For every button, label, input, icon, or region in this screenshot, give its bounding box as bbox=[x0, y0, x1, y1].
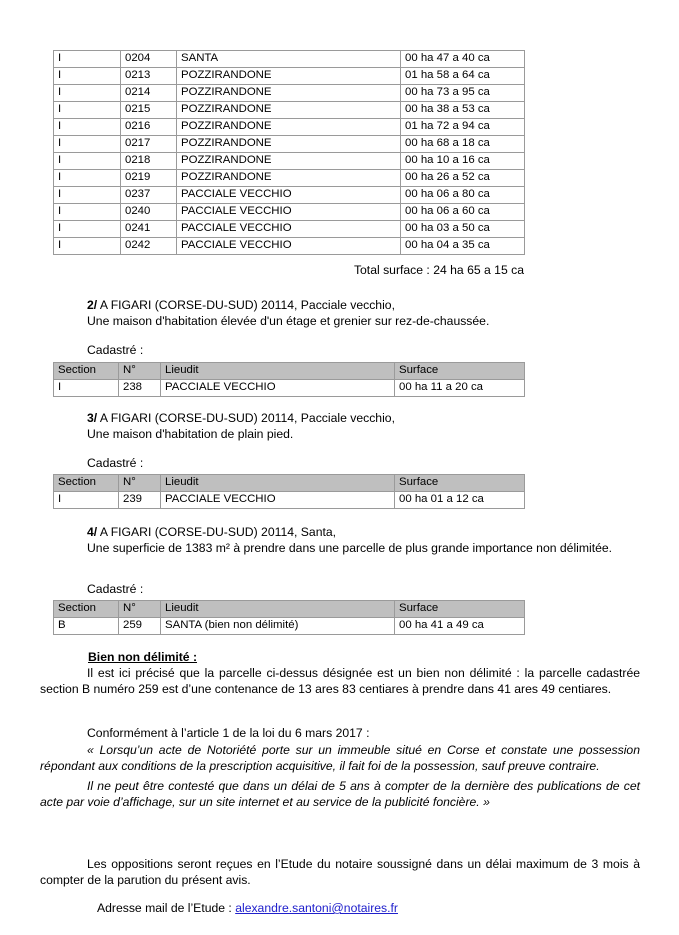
cell-surface: 00 ha 01 a 12 ca bbox=[395, 492, 525, 509]
section-2-location: A FIGARI (CORSE-DU-SUD) 20114, Pacciale vecchio, bbox=[97, 298, 395, 312]
cell-lieudit: PACCIALE VECCHIO bbox=[177, 204, 401, 221]
section-3-heading bbox=[40, 411, 640, 442]
cell-number: 0219 bbox=[121, 170, 177, 187]
col-header-lieudit: Lieudit bbox=[161, 475, 395, 492]
section-4-description: Une superficie de 1383 m² à prendre dans une parcelle de plus grande importance non délimitée. bbox=[87, 540, 613, 555]
contact-email-link[interactable]: alexandre.santoni@notaires.fr bbox=[235, 901, 398, 915]
cell-lieudit: PACCIALE VECCHIO bbox=[177, 238, 401, 255]
col-header-section: Section bbox=[54, 601, 119, 618]
cell-surface: 00 ha 26 a 52 ca bbox=[401, 170, 525, 187]
table-row bbox=[54, 51, 525, 68]
section-4-cadastre-label: Cadastré : bbox=[87, 582, 144, 596]
bien-non-delimite-paragraph: Il est ici précisé que la parcelle ci-dessus désignée est un bien non délimité : la parcelle cadastrée section B numéro 259 est d’une contenance de 13 ares 83 centiares à prendre dans 41 ares 49 centiares. bbox=[40, 666, 640, 696]
cell-section: I bbox=[54, 204, 121, 221]
section-4-table bbox=[53, 600, 525, 635]
loi-quote-paragraph-1: « Lorsqu’un acte de Notoriété porte sur un immeuble situé en Corse et constate une possession répondant aux conditions de la prescription acquisitive, il fait foi de la possession, sauf preuve contraire. bbox=[40, 743, 640, 773]
cell-number: 0240 bbox=[121, 204, 177, 221]
section-3-table-head bbox=[54, 475, 525, 492]
cell-lieudit: POZZIRANDONE bbox=[177, 85, 401, 102]
section-2-table bbox=[53, 362, 525, 397]
table-row bbox=[54, 170, 525, 187]
cell-surface: 00 ha 06 a 60 ca bbox=[401, 204, 525, 221]
cell-lieudit: PACCIALE VECCHIO bbox=[161, 492, 395, 509]
section-2-cadastre-label: Cadastré : bbox=[87, 343, 144, 357]
cell-section: I bbox=[54, 492, 119, 509]
cell-lieudit: POZZIRANDONE bbox=[177, 68, 401, 85]
cell-surface: 00 ha 10 a 16 ca bbox=[401, 153, 525, 170]
bien-non-delimite-title: Bien non délimité : bbox=[88, 650, 198, 664]
section-4-location: A FIGARI (CORSE-DU-SUD) 20114, Santa, bbox=[97, 525, 337, 539]
section-2-number: 2/ bbox=[87, 298, 98, 312]
cell-surface: 00 ha 68 a 18 ca bbox=[401, 136, 525, 153]
section-4-number: 4/ bbox=[87, 525, 98, 539]
cell-surface: 01 ha 72 a 94 ca bbox=[401, 119, 525, 136]
cell-surface: 00 ha 06 a 80 ca bbox=[401, 187, 525, 204]
total-surface-line: Total surface : 24 ha 65 a 15 ca bbox=[353, 263, 524, 277]
table-header-row bbox=[54, 363, 525, 380]
cell-section: I bbox=[54, 380, 119, 397]
section-4-heading bbox=[40, 525, 640, 556]
cell-number: 0242 bbox=[121, 238, 177, 255]
col-header-lieudit: Lieudit bbox=[161, 363, 395, 380]
col-header-lieudit: Lieudit bbox=[161, 601, 395, 618]
section-2-description: Une maison d'habitation élevée d'un étage et grenier sur rez-de-chaussée. bbox=[87, 313, 490, 328]
section-4-table-body bbox=[54, 618, 525, 635]
cell-number: 238 bbox=[119, 380, 161, 397]
contact-mail-line bbox=[40, 901, 640, 917]
section-3-title-line bbox=[40, 411, 640, 427]
cell-section: I bbox=[54, 238, 121, 255]
section-3-description: Une maison d'habitation de plain pied. bbox=[87, 426, 294, 441]
loi-intro: Conformément à l’article 1 de la loi du 6 mars 2017 : bbox=[87, 726, 370, 740]
col-header-surface: Surface bbox=[395, 601, 525, 618]
section-2-table-body bbox=[54, 380, 525, 397]
cell-lieudit: PACCIALE VECCHIO bbox=[161, 380, 395, 397]
section-4-table-head bbox=[54, 601, 525, 618]
table-row bbox=[54, 119, 525, 136]
contact-mail-label: Adresse mail de l’Etude : bbox=[97, 901, 236, 915]
bien-non-delimite-body bbox=[40, 666, 640, 697]
loi-quote-block bbox=[40, 743, 640, 810]
cell-surface: 00 ha 41 a 49 ca bbox=[395, 618, 525, 635]
cell-lieudit: POZZIRANDONE bbox=[177, 119, 401, 136]
cell-section: I bbox=[54, 136, 121, 153]
cell-number: 0214 bbox=[121, 85, 177, 102]
cell-section: I bbox=[54, 51, 121, 68]
cell-lieudit: POZZIRANDONE bbox=[177, 170, 401, 187]
cell-surface: 01 ha 58 a 64 ca bbox=[401, 68, 525, 85]
cell-surface: 00 ha 38 a 53 ca bbox=[401, 102, 525, 119]
parcels-table-body bbox=[54, 51, 525, 255]
cell-section: I bbox=[54, 119, 121, 136]
table-row bbox=[54, 68, 525, 85]
cell-number: 0217 bbox=[121, 136, 177, 153]
cell-lieudit: PACCIALE VECCHIO bbox=[177, 221, 401, 238]
col-header-section: Section bbox=[54, 475, 119, 492]
parcels-table bbox=[53, 50, 525, 255]
section-3-table bbox=[53, 474, 525, 509]
loi-intro-block bbox=[40, 726, 640, 742]
cell-surface: 00 ha 04 a 35 ca bbox=[401, 238, 525, 255]
section-2-table-head bbox=[54, 363, 525, 380]
cell-number: 0204 bbox=[121, 51, 177, 68]
cell-number: 0213 bbox=[121, 68, 177, 85]
cell-number: 0215 bbox=[121, 102, 177, 119]
cell-section: I bbox=[54, 68, 121, 85]
cell-section: B bbox=[54, 618, 119, 635]
table-row bbox=[54, 187, 525, 204]
section-2-heading bbox=[40, 298, 640, 329]
cell-lieudit: POZZIRANDONE bbox=[177, 153, 401, 170]
table-row bbox=[54, 238, 525, 255]
col-header-section: Section bbox=[54, 363, 119, 380]
table-row bbox=[54, 492, 525, 509]
section-3-number: 3/ bbox=[87, 411, 98, 425]
table-row bbox=[54, 380, 525, 397]
cell-number: 0237 bbox=[121, 187, 177, 204]
cell-lieudit: PACCIALE VECCHIO bbox=[177, 187, 401, 204]
cell-section: I bbox=[54, 153, 121, 170]
cell-lieudit: POZZIRANDONE bbox=[177, 102, 401, 119]
cell-number: 0216 bbox=[121, 119, 177, 136]
col-header-number: N° bbox=[119, 601, 161, 618]
section-2-title-line bbox=[40, 298, 640, 314]
col-header-number: N° bbox=[119, 475, 161, 492]
section-3-cadastre-label: Cadastré : bbox=[87, 456, 144, 470]
table-row bbox=[54, 221, 525, 238]
cell-surface: 00 ha 11 a 20 ca bbox=[395, 380, 525, 397]
cell-lieudit: SANTA (bien non délimité) bbox=[161, 618, 395, 635]
table-row bbox=[54, 85, 525, 102]
table-header-row bbox=[54, 601, 525, 618]
table-row bbox=[54, 102, 525, 119]
cell-number: 0241 bbox=[121, 221, 177, 238]
oppositions-paragraph: Les oppositions seront reçues en l’Etude du notaire soussigné dans un délai maximum de 3 mois à compter de la parution du présent avis. bbox=[40, 857, 640, 887]
cell-section: I bbox=[54, 187, 121, 204]
cell-surface: 00 ha 73 a 95 ca bbox=[401, 85, 525, 102]
cell-surface: 00 ha 47 a 40 ca bbox=[401, 51, 525, 68]
cell-surface: 00 ha 03 a 50 ca bbox=[401, 221, 525, 238]
section-3-table-body bbox=[54, 492, 525, 509]
table-row bbox=[54, 204, 525, 221]
cell-number: 0218 bbox=[121, 153, 177, 170]
cell-section: I bbox=[54, 85, 121, 102]
cell-lieudit: POZZIRANDONE bbox=[177, 136, 401, 153]
col-header-surface: Surface bbox=[395, 475, 525, 492]
table-row bbox=[54, 618, 525, 635]
table-header-row bbox=[54, 475, 525, 492]
table-row bbox=[54, 153, 525, 170]
col-header-surface: Surface bbox=[395, 363, 525, 380]
cell-section: I bbox=[54, 221, 121, 238]
cell-lieudit: SANTA bbox=[177, 51, 401, 68]
oppositions-block bbox=[40, 857, 640, 888]
loi-quote-paragraph-2: Il ne peut être contesté que dans un délai de 5 ans à compter de la dernière des publications de cet acte par voie d’affichage, sur un site internet et au service de la publicité foncière. » bbox=[40, 779, 640, 809]
cell-section: I bbox=[54, 102, 121, 119]
section-4-title-line bbox=[40, 525, 640, 541]
table-row bbox=[54, 136, 525, 153]
section-3-location: A FIGARI (CORSE-DU-SUD) 20114, Pacciale vecchio, bbox=[97, 411, 395, 425]
cell-number: 259 bbox=[119, 618, 161, 635]
cell-section: I bbox=[54, 170, 121, 187]
col-header-number: N° bbox=[119, 363, 161, 380]
cell-number: 239 bbox=[119, 492, 161, 509]
